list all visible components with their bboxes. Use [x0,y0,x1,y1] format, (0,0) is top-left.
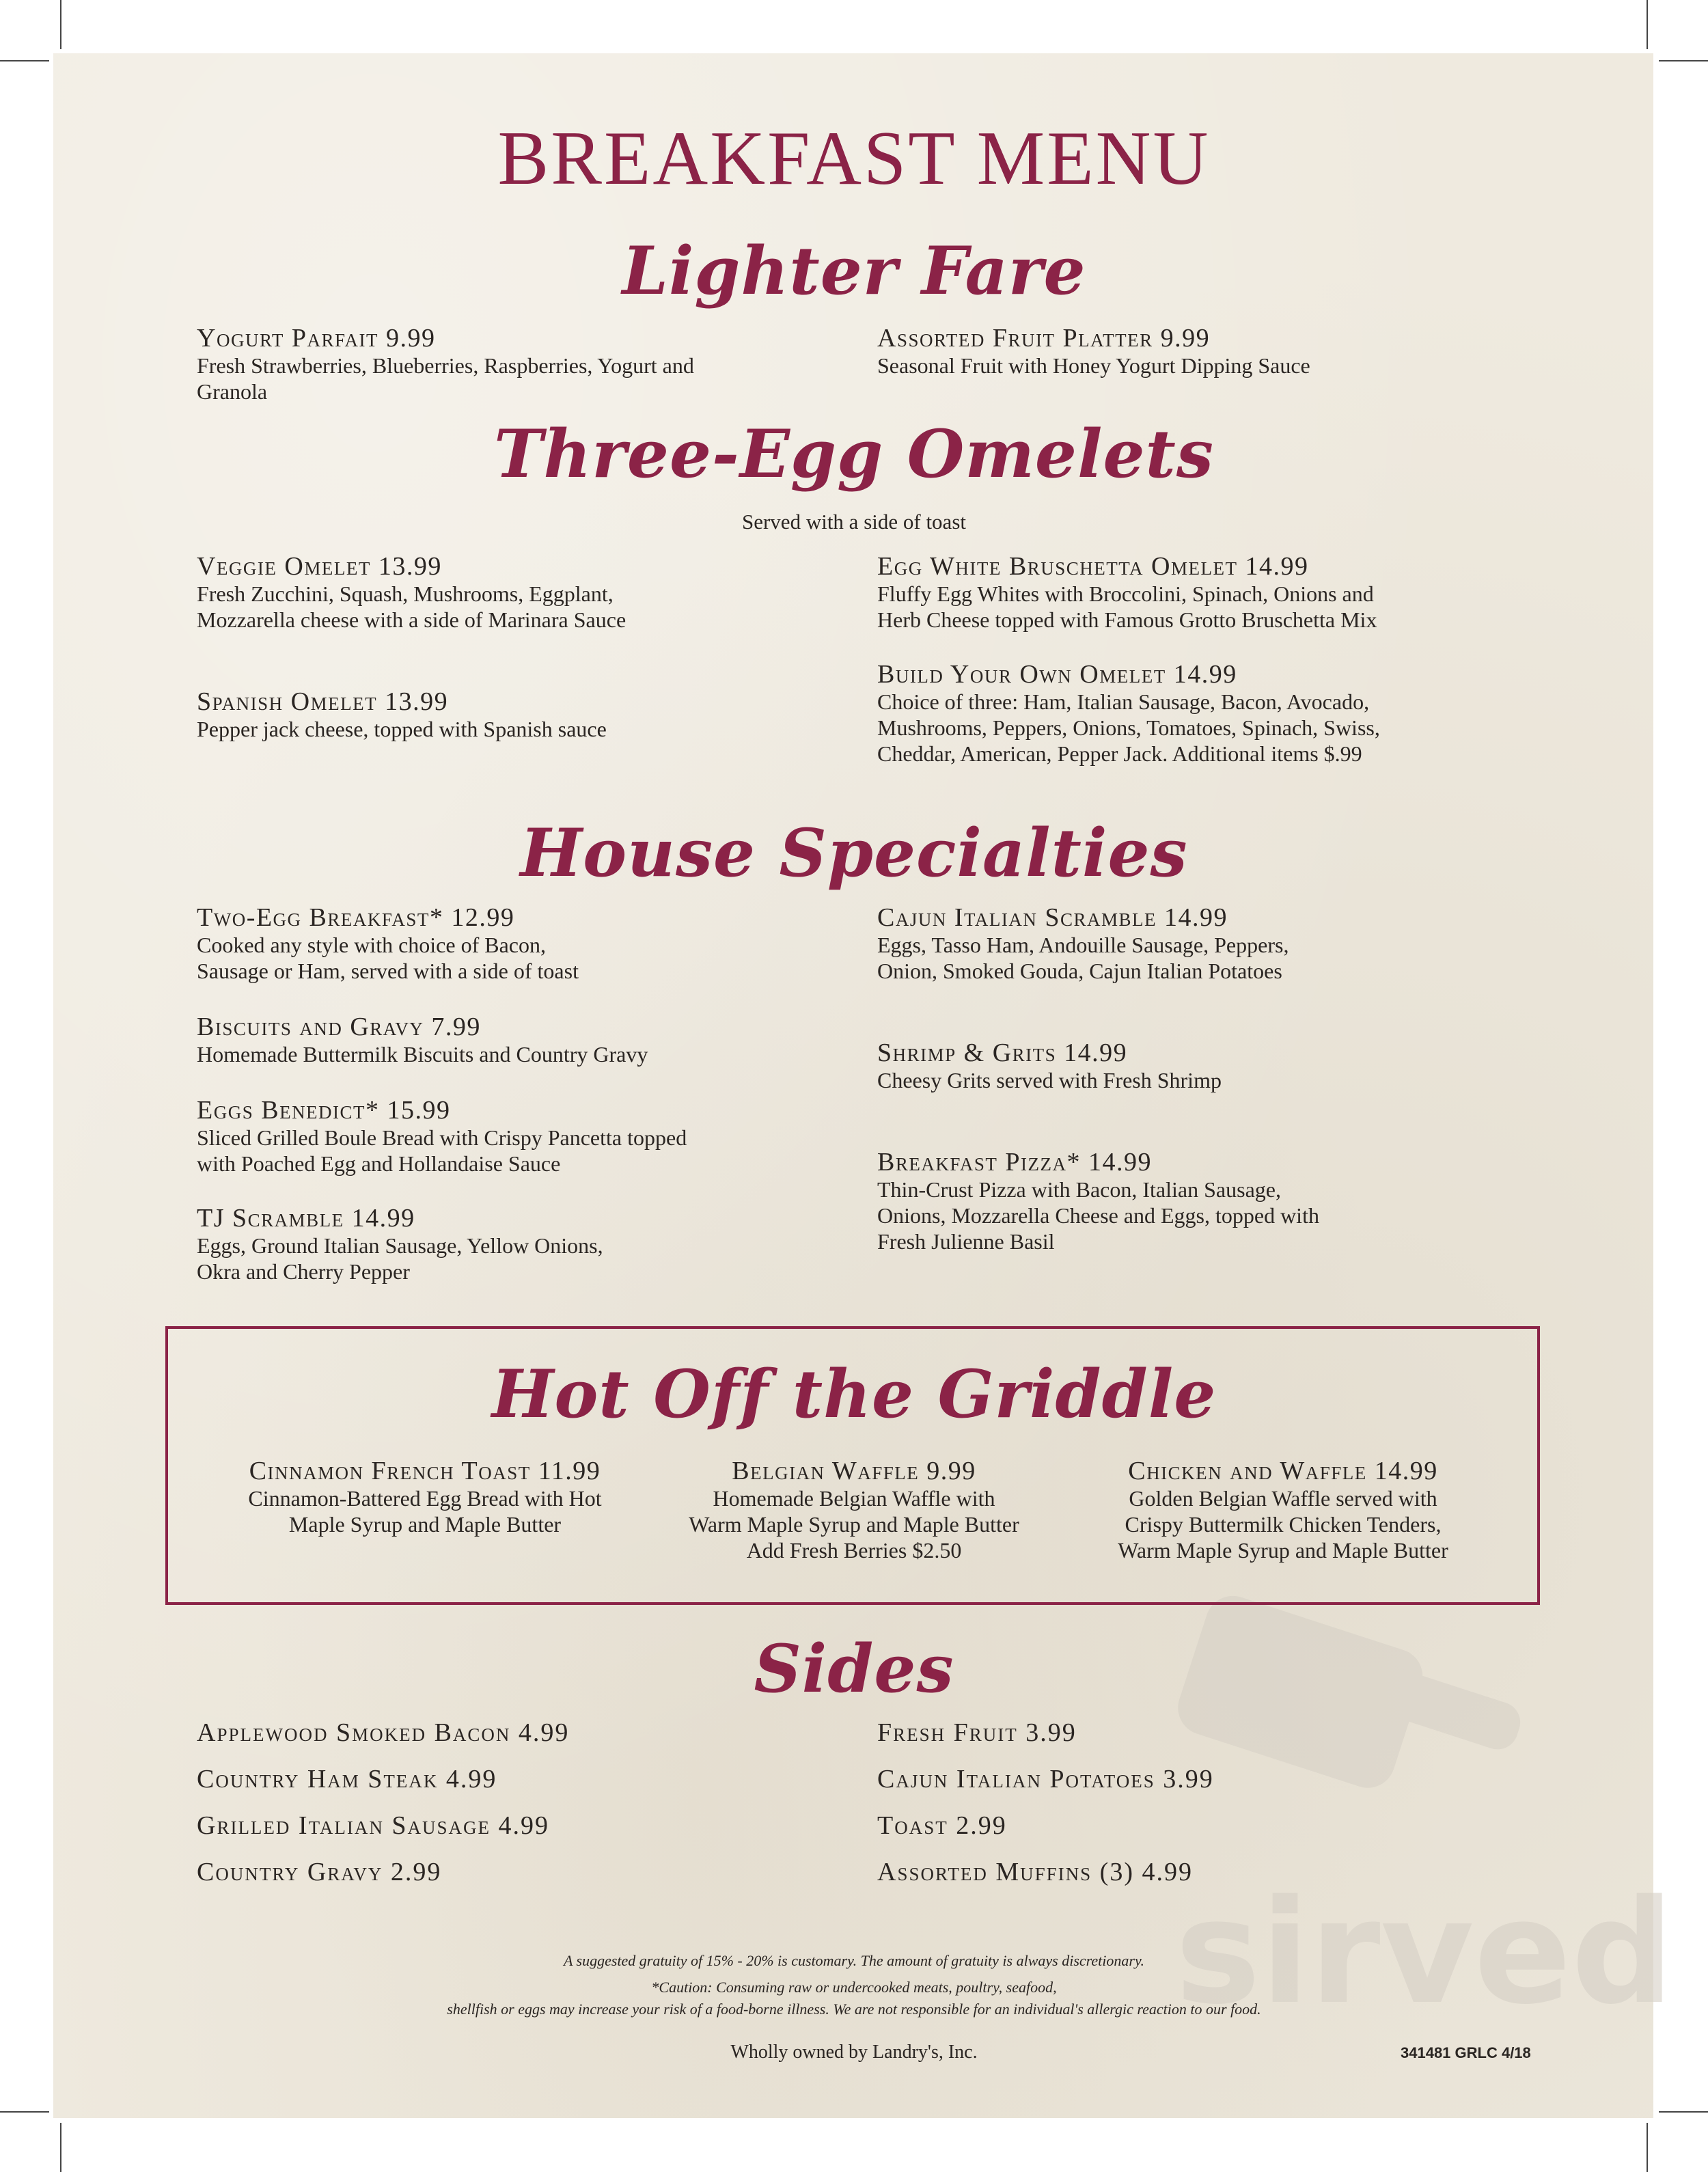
item-desc: Eggs, Tasso Ham, Andouille Sausage, Peppers, [877,933,1289,957]
section-title-house-specialties: House Specialties [520,814,1188,892]
gratuity-note: A suggested gratuity of 15% - 20% is customary. The amount of gratuity is always discretionary. [563,1952,1145,1969]
watermark-text: sirved [1175,1869,1675,2036]
item-desc: Sliced Grilled Boule Bread with Crispy Pancetta topped [197,1125,687,1150]
side-item: Applewood Smoked Bacon 4.99 [197,1718,570,1747]
side-item: Assorted Muffins (3) 4.99 [877,1858,1193,1886]
item-name: Cajun Italian Scramble 14.99 [877,903,1228,932]
menu-item [877,552,1547,633]
item-desc: Cheesy Grits served with Fresh Shrimp [877,1068,1222,1092]
menu-item [197,1204,832,1284]
caution-note: shellfish or eggs may increase your risk of a food-borne illness. We are not responsible for an individual's allergic reaction to our food. [447,2001,1261,2018]
item-desc: with Poached Egg and Hollandaise Sauce [197,1151,561,1176]
item-desc: Maple Syrup and Maple Butter [288,1512,562,1537]
section-title-lighter-fare: Lighter Fare [622,232,1086,310]
item-desc: Cinnamon-Battered Egg Bread with Hot [248,1486,602,1511]
item-desc: Homemade Buttermilk Biscuits and Country Gravy [197,1042,648,1067]
item-desc: Thin-Crust Pizza with Bacon, Italian Sausage, [877,1177,1281,1202]
crop-mark [60,0,61,49]
section-title-omelets: Three-Egg Omelets [494,415,1214,493]
item-desc: Onion, Smoked Gouda, Cajun Italian Potatoes [877,959,1282,983]
side-item: Fresh Fruit 3.99 [877,1718,1077,1747]
item-name: Egg White Bruschetta Omelet 14.99 [877,552,1309,581]
crop-mark [60,2123,61,2172]
item-desc: Homemade Belgian Waffle with [713,1486,995,1511]
item-desc: Mozzarella cheese with a side of Marinara Sauce [197,607,626,632]
item-desc: Cooked any style with choice of Bacon, [197,933,546,957]
menu-item [635,1457,1073,1563]
side-item: Country Gravy 2.99 [197,1858,442,1886]
item-name: TJ Scramble 14.99 [197,1204,415,1233]
item-desc: Mushrooms, Peppers, Onions, Tomatoes, Spinach, Swiss, [877,715,1380,740]
menu-item [877,324,1513,379]
crop-mark [1647,2123,1648,2172]
crop-mark [1659,60,1708,61]
item-desc: Granola [197,379,268,404]
crop-mark [0,2111,49,2113]
side-item: Country Ham Steak 4.99 [197,1765,497,1793]
item-desc: Warm Maple Syrup and Maple Butter [689,1512,1019,1537]
item-desc: Onions, Mozzarella Cheese and Eggs, topped with [877,1203,1319,1228]
item-name: Two-Egg Breakfast* 12.99 [197,903,515,932]
item-name: Spanish Omelet 13.99 [197,687,449,716]
section-title-griddle: Hot Off the Griddle [491,1356,1217,1433]
item-name: Belgian Waffle 9.99 [732,1457,976,1485]
item-desc: Sausage or Ham, served with a side of toast [197,959,579,983]
item-desc: Okra and Cherry Pepper [197,1259,410,1284]
item-name: Cinnamon French Toast 11.99 [249,1457,601,1485]
item-name: Breakfast Pizza* 14.99 [877,1148,1152,1177]
item-name: Build Your Own Omelet 14.99 [877,660,1237,689]
crop-mark [0,60,49,61]
page-title: BREAKFAST MENU [497,116,1211,201]
item-desc: Cheddar, American, Pepper Jack. Additional items $.99 [877,741,1362,766]
menu-item [197,552,832,633]
menu-item [877,660,1547,767]
item-desc: Eggs, Ground Italian Sausage, Yellow Onions, [197,1233,603,1258]
menu-item [877,1148,1513,1254]
menu-item [197,324,832,404]
item-name: Eggs Benedict* 15.99 [197,1096,451,1125]
item-name: Biscuits and Gravy 7.99 [197,1013,481,1041]
item-desc: Herb Cheese topped with Famous Grotto Bruschetta Mix [877,607,1377,632]
menu-item [206,1457,644,1537]
item-name: Veggie Omelet 13.99 [197,552,442,581]
menu-item [197,1096,832,1177]
menu-item [197,1013,832,1067]
menu-item [1064,1457,1502,1563]
item-desc: Golden Belgian Waffle served with [1129,1486,1437,1511]
item-name: Assorted Fruit Platter 9.99 [877,324,1211,353]
ownership-note: Wholly owned by Landry's, Inc. [730,2042,978,2063]
item-name: Shrimp & Grits 14.99 [877,1039,1128,1067]
menu-item [197,687,832,742]
item-desc: Fresh Julienne Basil [877,1229,1055,1254]
section-title-sides: Sides [754,1630,954,1707]
menu-item [197,903,832,984]
item-desc: Pepper jack cheese, topped with Spanish sauce [197,717,607,741]
item-desc: Fresh Strawberries, Blueberries, Raspberries, Yogurt and [197,353,694,378]
side-item: Grilled Italian Sausage 4.99 [197,1811,550,1840]
side-item: Cajun Italian Potatoes 3.99 [877,1765,1214,1793]
item-desc: Warm Maple Syrup and Maple Butter [1118,1538,1448,1563]
item-name: Yogurt Parfait 9.99 [197,324,436,353]
section-subtitle: Served with a side of toast [741,510,966,534]
item-desc: Add Fresh Berries $2.50 [746,1538,962,1563]
item-desc: Fresh Zucchini, Squash, Mushrooms, Eggplant, [197,581,614,606]
crop-mark [1647,0,1648,49]
item-desc: Seasonal Fruit with Honey Yogurt Dipping Sauce [877,353,1310,378]
caution-note: *Caution: Consuming raw or undercooked meats, poultry, seafood, [651,1979,1057,1996]
crop-mark [1659,2111,1708,2113]
side-item: Toast 2.99 [877,1811,1007,1840]
item-desc: Choice of three: Ham, Italian Sausage, Bacon, Avocado, [877,689,1370,714]
item-name: Chicken and Waffle 14.99 [1128,1457,1438,1485]
menu-code: 341481 GRLC 4/18 [1401,2044,1531,2061]
item-desc: Crispy Buttermilk Chicken Tenders, [1125,1512,1442,1537]
menu-item [877,1039,1513,1093]
menu-item [877,903,1513,984]
item-desc: Fluffy Egg Whites with Broccolini, Spinach, Onions and [877,581,1374,606]
